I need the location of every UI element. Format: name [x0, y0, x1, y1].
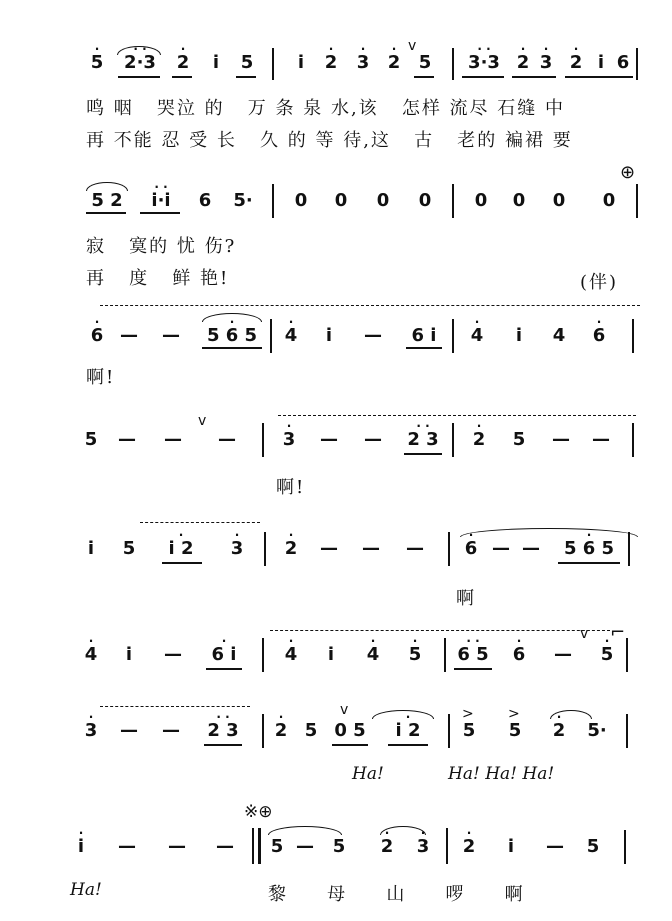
note: — — [118, 429, 136, 450]
note: 0 — [294, 190, 308, 211]
barline — [446, 828, 448, 864]
beam — [388, 744, 428, 746]
system-5 — [0, 512, 672, 607]
note: · 4 — [284, 634, 298, 665]
slur — [268, 826, 342, 835]
coda-mark: ⊕ — [620, 162, 636, 183]
note: — — [554, 644, 572, 665]
note: · 5 — [600, 634, 614, 665]
note: 6 — [198, 190, 212, 211]
note: · 6 i — [211, 634, 237, 665]
barline — [444, 638, 446, 672]
note: · 6 — [90, 315, 104, 346]
note: 0 — [334, 190, 348, 211]
ha-line: Ha! Ha! Ha! — [448, 764, 555, 784]
note: · 4 — [284, 315, 298, 346]
note: — — [120, 325, 138, 346]
barline — [258, 828, 261, 864]
note: · 3 — [282, 419, 296, 450]
system-2 — [0, 160, 672, 293]
barline — [452, 423, 454, 457]
note: — — [296, 836, 314, 857]
beam — [454, 668, 492, 670]
note: · 2 — [462, 826, 476, 857]
note: — — [522, 538, 540, 559]
note: · i — [77, 826, 85, 857]
note: — — [164, 429, 182, 450]
note: — — [162, 720, 180, 741]
note: — — [320, 429, 338, 450]
note: i — [325, 325, 333, 346]
note: 0 — [602, 190, 616, 211]
note: i — [597, 52, 605, 73]
beam — [140, 212, 180, 214]
note: · 6 — [592, 315, 606, 346]
beam — [86, 212, 126, 214]
note: · 4 — [366, 634, 380, 665]
note: · i 2 — [395, 710, 421, 741]
dashed-line — [100, 706, 250, 708]
note: 5 — [508, 720, 522, 741]
note: · 5 6 5 — [563, 528, 615, 559]
note: · · 2 3 — [207, 710, 239, 741]
beam — [512, 76, 556, 78]
note: · 4 — [84, 634, 98, 665]
dashed-line — [270, 630, 610, 632]
note: · 2 — [387, 42, 401, 73]
lyric-line: 啊 — [456, 588, 476, 609]
breath-mark: v — [408, 38, 417, 54]
note: · 3 — [84, 710, 98, 741]
beam — [172, 76, 192, 78]
accent-mark: > — [462, 706, 474, 722]
note: — — [164, 644, 182, 665]
note: · 2 — [472, 419, 486, 450]
barline — [270, 319, 272, 353]
note: 5 — [332, 836, 346, 857]
note: · 6 — [464, 528, 478, 559]
barline — [636, 48, 638, 80]
note: · · i·i — [151, 180, 171, 211]
note: 6 — [616, 52, 630, 73]
note: 6 i — [411, 325, 437, 346]
note: 4 — [552, 325, 566, 346]
lyric-line: 鸣 咽 哭泣 的 万 条 泉 水,该 怎样 流尽 石缝 中 — [86, 98, 565, 119]
note: — — [320, 538, 338, 559]
barline — [262, 423, 264, 457]
barline — [624, 830, 626, 864]
note: · 2 — [516, 42, 530, 73]
beam — [332, 744, 368, 746]
note: · 2 — [176, 42, 190, 73]
note: — — [120, 720, 138, 741]
barline — [252, 828, 254, 864]
note: · 5 6 5 — [206, 315, 258, 346]
note: · · 2·3 — [124, 42, 156, 73]
barline — [448, 532, 450, 566]
beam — [236, 76, 256, 78]
note: · · 2 3 — [407, 419, 439, 450]
note: — — [364, 429, 382, 450]
ha-line: Ha! — [352, 764, 384, 784]
beam — [558, 562, 620, 564]
breath-mark: v — [340, 702, 349, 718]
barline — [452, 184, 454, 218]
barline — [628, 532, 630, 566]
note: · 3 — [230, 528, 244, 559]
system-6 — [0, 620, 672, 700]
note: 5 — [122, 538, 136, 559]
beam — [162, 562, 202, 564]
barline — [272, 184, 274, 218]
beam — [406, 347, 442, 349]
barline — [448, 714, 450, 748]
beam — [206, 668, 242, 670]
note: · 2 — [380, 826, 394, 857]
note: · 3 — [356, 42, 370, 73]
lyric-line: 啊! — [86, 367, 116, 388]
note: · 6 — [512, 634, 526, 665]
note: — — [118, 836, 136, 857]
dashed-line — [100, 305, 640, 307]
note: 5 — [512, 429, 526, 450]
bracket-mark: ⌐ — [610, 622, 626, 643]
note: · 3 — [416, 826, 430, 857]
lyric-line: 啊! — [276, 477, 306, 498]
note: · 2 — [284, 528, 298, 559]
note: — — [364, 325, 382, 346]
note: · · 3·3 — [468, 42, 500, 73]
note: · 2 — [552, 710, 566, 741]
breath-mark: v — [580, 626, 589, 642]
note: · 3 — [539, 42, 553, 73]
note: · 2 — [324, 42, 338, 73]
note: 5· — [233, 190, 253, 211]
note: — — [492, 538, 510, 559]
note: — — [218, 429, 236, 450]
lyric-line: 黎 母 山 啰 啊 — [268, 884, 529, 905]
note: i — [212, 52, 220, 73]
note: — — [406, 538, 424, 559]
note: 5· — [587, 720, 607, 741]
note: — — [546, 836, 564, 857]
barline — [264, 532, 266, 566]
lyric-line: 再 度 鲜 艳! — [86, 268, 230, 289]
barline — [632, 423, 634, 457]
note: 5 — [84, 429, 98, 450]
beam — [202, 347, 262, 349]
barline — [262, 714, 264, 748]
note: · 4 — [470, 315, 484, 346]
beam — [204, 744, 242, 746]
note: i — [515, 325, 523, 346]
beam — [462, 76, 504, 78]
note: · · 6 5 — [457, 634, 489, 665]
note: — — [592, 429, 610, 450]
system-7 — [0, 700, 672, 795]
note: · i 2 — [168, 528, 194, 559]
note: 5 — [418, 52, 432, 73]
note: 5 — [270, 836, 284, 857]
lyric-line: 寂 寞的 忧 伤? — [86, 236, 237, 257]
note: 5 — [304, 720, 318, 741]
note: i — [87, 538, 95, 559]
end-mark: (伴) — [580, 272, 619, 293]
barline — [632, 319, 634, 353]
note: 0 — [418, 190, 432, 211]
segno-coda-mark: ※⊕ — [244, 802, 273, 822]
lyric-line: 再 不能 忍 受 长 久 的 等 待,这 古 老的 褊裙 要 — [86, 130, 573, 151]
accent-mark: > — [508, 706, 520, 722]
barline — [626, 714, 628, 748]
note: 5 — [462, 720, 476, 741]
system-4 — [0, 405, 672, 500]
barline — [452, 48, 454, 80]
barline — [272, 48, 274, 80]
note: i — [327, 644, 335, 665]
note: 0 — [552, 190, 566, 211]
beam — [414, 76, 434, 78]
note: 0 — [512, 190, 526, 211]
note: · 5 — [90, 42, 104, 73]
note: — — [216, 836, 234, 857]
ha-line: Ha! — [70, 880, 102, 900]
note: 5 2 — [91, 190, 123, 211]
dashed-line — [140, 522, 260, 524]
note: 5 — [586, 836, 600, 857]
note: · 2 — [569, 42, 583, 73]
breath-mark: v — [198, 413, 207, 429]
system-1 — [0, 40, 672, 170]
note: 5 — [240, 52, 254, 73]
system-3 — [0, 295, 672, 390]
note: i — [507, 836, 515, 857]
note: i — [297, 52, 305, 73]
note: — — [168, 836, 186, 857]
system-8 — [0, 800, 672, 921]
beam — [118, 76, 160, 78]
barline — [636, 184, 638, 218]
note: 0 5 — [334, 720, 366, 741]
note: 0 — [474, 190, 488, 211]
barline — [262, 638, 264, 672]
dashed-line — [278, 415, 636, 417]
barline — [626, 638, 628, 672]
note: — — [552, 429, 570, 450]
note: — — [162, 325, 180, 346]
note: — — [362, 538, 380, 559]
note: 0 — [376, 190, 390, 211]
beam — [404, 453, 442, 455]
note: i — [125, 644, 133, 665]
note: · 2 — [274, 710, 288, 741]
barline — [452, 319, 454, 353]
beam — [565, 76, 633, 78]
note: · 5 — [408, 634, 422, 665]
